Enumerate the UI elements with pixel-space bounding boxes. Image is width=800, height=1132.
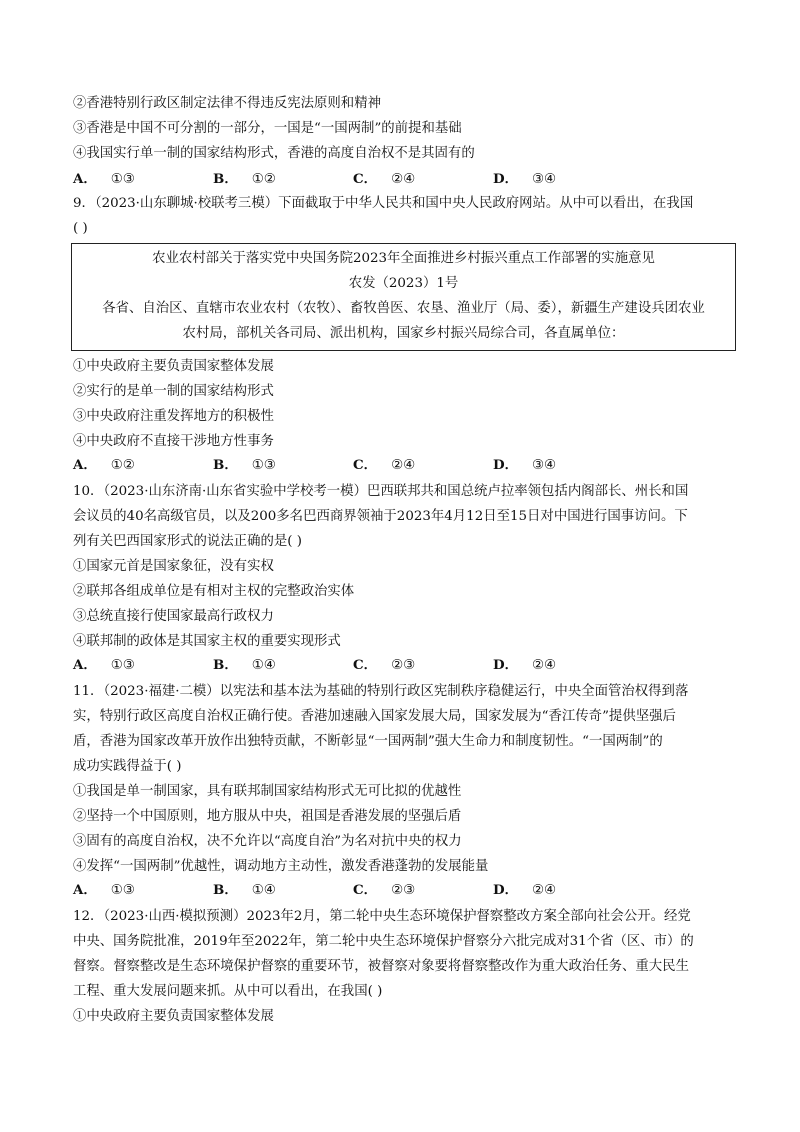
statement-3: ③香港是中国不可分割的一部分，一国是“一国两制”的前提和基础	[73, 121, 462, 136]
q9-item-1: ①中央政府主要负责国家整体发展	[73, 359, 274, 374]
statement-2: ②香港特别行政区制定法律不得违反宪法原则和精神	[73, 96, 381, 111]
q11-option-a[interactable]: A． ①③	[73, 882, 135, 898]
q11-option-b[interactable]: B． ①④	[213, 882, 276, 898]
statement-4: ④我国实行单一制的国家结构形式，香港的高度自治权不是其固有的	[73, 146, 475, 161]
q9-option-b[interactable]: B． ①③	[213, 457, 276, 473]
q11-stem-line-3: 盾，香港为国家改革开放作出独特贡献，不断彰显“一国两制”强大生命力和制度韧性。“一国两制”的	[73, 734, 663, 749]
q9-option-a[interactable]: A． ①②	[73, 457, 135, 473]
q11-item-2: ②坚持一个中国原则，地方服从中央，祖国是香港发展的坚强后盾	[73, 809, 462, 824]
q10-option-a[interactable]: A． ①③	[73, 657, 135, 673]
q9-item-4: ④中央政府不直接干涉地方性事务	[73, 434, 274, 449]
q10-option-d[interactable]: D． ②④	[493, 657, 557, 673]
q9-option-d[interactable]: D． ③④	[493, 457, 557, 473]
q11-stem-line-4: 成功实践得益于( )	[73, 759, 182, 774]
q10-stem-line-3: 列有关巴西国家形式的说法正确的是( )	[73, 534, 302, 549]
box-line-2: 农村局，部机关各司局、派出机构，国家乡村振兴局综合司，各直属单位：	[182, 326, 625, 341]
q10-stem-line-2: 会议员的40名高级官员，以及200多名巴西商界领袖于2023年4月12日至15日对中国进行国事访问。下	[73, 509, 688, 524]
q11-item-3: ③固有的高度自治权，决不允许以“高度自治”为名对抗中央的权力	[73, 834, 462, 849]
q9-item-2: ②实行的是单一制的国家结构形式	[73, 384, 274, 399]
q10-item-3: ③总统直接行使国家最高行政权力	[73, 609, 274, 624]
q12-stem-line-3: 督察。督察整改是生态环境保护督察的重要环节，被督察对象要将督察整改作为重大政治任务、重大民生	[73, 959, 689, 974]
q11-stem-line-2: 实，特别行政区高度自治权正确行使。香港加速融入国家发展大局，国家发展为“香江传奇”提供坚强后	[73, 709, 676, 724]
q9-item-3: ③中央政府注重发挥地方的积极性	[73, 409, 274, 424]
option-d[interactable]: D． ③④	[493, 171, 557, 187]
q9-stem-line-2: ( )	[73, 221, 88, 236]
option-a[interactable]: A． ①③	[73, 171, 135, 187]
box-doc-number: 农发（2023）1号	[348, 276, 459, 291]
q12-item-1: ①中央政府主要负责国家整体发展	[73, 1009, 274, 1024]
q11-option-d[interactable]: D． ②④	[493, 882, 557, 898]
q12-stem-line-4: 工程、重大发展问题来抓。从中可以看出，在我国( )	[73, 984, 383, 999]
q10-item-1: ①国家元首是国家象征，没有实权	[73, 559, 274, 574]
q11-option-c[interactable]: C． ②③	[353, 882, 416, 898]
q12-stem-line-2: 中央、国务院批准，2019年至2022年，第二轮中央生态环境保护督察分六批完成对31个省（区、市）的	[73, 934, 694, 949]
option-c[interactable]: C． ②④	[353, 171, 416, 187]
q10-option-b[interactable]: B． ①④	[213, 657, 276, 673]
q12-stem-line-1: 12．（2023·山西·模拟预测）2023年2月，第二轮中央生态环境保护督察整改方案全部向社会公开。经党	[73, 909, 691, 924]
q10-item-2: ②联邦各组成单位是有相对主权的完整政治实体	[73, 584, 355, 599]
box-title: 农业农村部关于落实党中央国务院2023年全面推进乡村振兴重点工作部署的实施意见	[152, 251, 655, 266]
q10-option-c[interactable]: C． ②③	[353, 657, 416, 673]
q10-stem-line-1: 10．（2023·山东济南·山东省实验中学校考一模）巴西联邦共和国总统卢拉率领包括内阁部长、州长和国	[73, 484, 689, 499]
q9-stem-line-1: 9．（2023·山东聊城·校联考三模）下面截取于中华人民共和国中央人民政府网站。从中可以看出，在我国	[73, 196, 694, 211]
q11-item-4: ④发挥“一国两制”优越性，调动地方主动性，激发香港蓬勃的发展能量	[73, 859, 489, 874]
q9-option-c[interactable]: C． ②④	[353, 457, 416, 473]
q11-item-1: ①我国是单一制国家，具有联邦制国家结构形式无可比拟的优越性	[73, 784, 462, 799]
option-b[interactable]: B． ①②	[213, 171, 276, 187]
q10-item-4: ④联邦制的政体是其国家主权的重要实现形式	[73, 634, 341, 649]
q9-quoted-document-box	[71, 243, 736, 351]
box-line-1: 各省、自治区、直辖市农业农村（农牧）、畜牧兽医、农垦、渔业厅（局、委），新疆生产建设兵团农业	[102, 301, 705, 316]
q11-stem-line-1: 11．（2023·福建·二模）以宪法和基本法为基础的特别行政区宪制秩序稳健运行，中央全面管治权得到落	[73, 684, 689, 699]
